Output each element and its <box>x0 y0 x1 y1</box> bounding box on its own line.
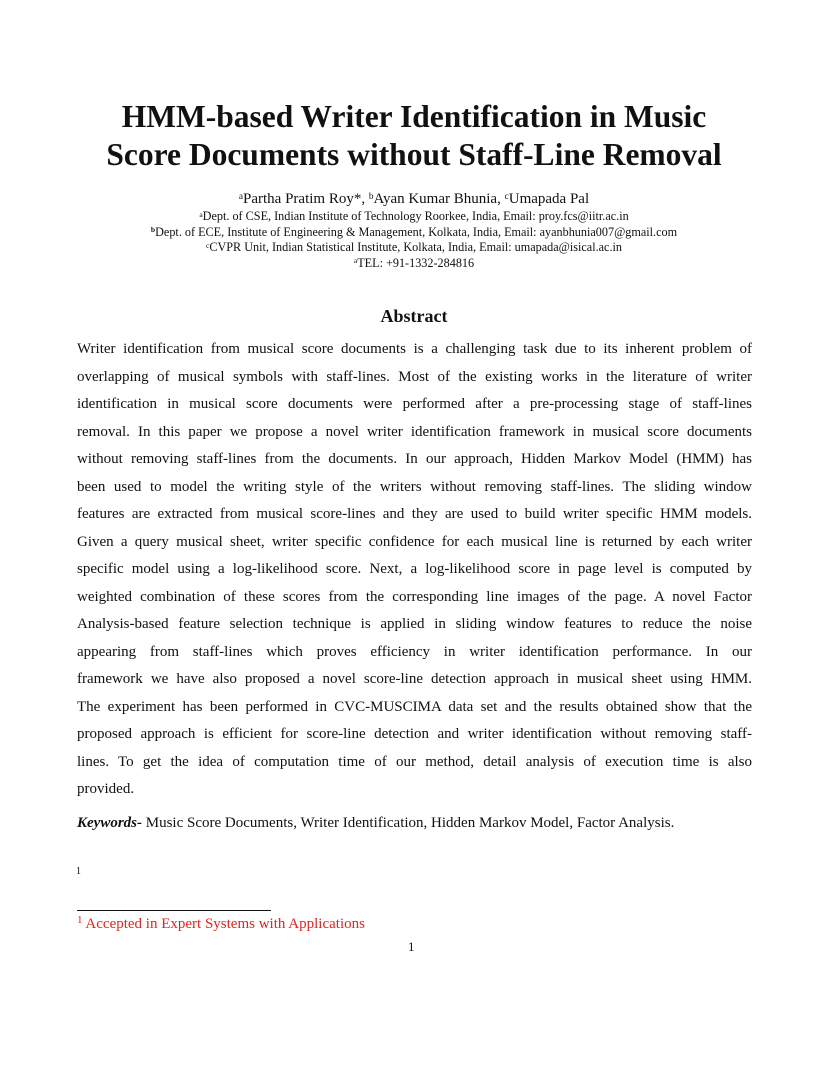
title-line-1: HMM-based Writer Identification in Music <box>121 99 707 134</box>
abstract-line: framework we have also proposed a novel score-line detection approach in musical sheet using HMM. <box>77 671 752 687</box>
abstract-line: Given a query musical sheet, writer specific confidence for each musical line is returned by each writer <box>77 533 752 550</box>
title-line-2: Score Documents without Staff-Line Removal <box>106 137 722 172</box>
footnote-marker: 1 <box>76 866 81 877</box>
affiliation-sup: c <box>205 240 210 250</box>
author-list <box>40 190 788 208</box>
author-separator: , <box>361 191 369 207</box>
affiliation-sup: a <box>199 209 203 219</box>
abstract-line: removal. In this paper we propose a novel writer identification framework in musical score documents <box>77 423 752 440</box>
abstract-line: specific model using a log-likelihood score. Next, a log-likelihood score in page level is computed by <box>77 561 752 577</box>
abstract-line: The experiment has been performed in CVC-MUSCIMA data set and the results obtained show that the <box>77 698 752 715</box>
abstract-line: weighted combination of these scores from the corresponding line images of the page. A novel Factor <box>77 588 752 605</box>
affiliation-text: Dept. of ECE, Institute of Engineering & Management, Kolkata, India, Email: ayanbhunia007@gmail.com <box>155 224 678 239</box>
abstract-line: proposed approach is efficient for score-line detection and writer identification without removing staff- <box>77 726 752 742</box>
page-number: 1 <box>408 939 415 954</box>
abstract-line: provided. <box>77 781 135 797</box>
footnote-sup: 1 <box>77 914 83 926</box>
footnote-text: Accepted in Expert Systems with Applications <box>82 916 365 932</box>
abstract-line: Analysis-based feature selection technique is applied in sliding window features to reduce the noise <box>77 616 752 632</box>
footnote <box>77 916 365 933</box>
abstract-line: Writer identification from musical score documents is a challenging task due to its inherent problem of <box>77 341 752 357</box>
author-2-sup: b <box>368 191 374 202</box>
author-3-sup: c <box>504 191 509 202</box>
affiliation-b <box>40 225 788 241</box>
affiliation-c <box>40 240 788 256</box>
affiliation-sup: b <box>150 225 156 235</box>
keywords-text: Music Score Documents, Writer Identification, Hidden Markov Model, Factor Analysis. <box>142 815 675 831</box>
affiliation-text: CVPR Unit, Indian Statistical Institute, Kolkata, India, Email: umapada@isical.ac.in <box>209 240 622 255</box>
footnote-divider <box>77 910 271 911</box>
abstract-line: identification in musical score documents were performed after a pre-processing stage of staff-lines <box>77 396 752 412</box>
paper-title <box>40 98 788 174</box>
abstract-heading: Abstract <box>380 306 448 326</box>
affiliations <box>40 209 788 271</box>
abstract-line: without removing staff-lines from the documents. In our approach, Hidden Markov Model (HMM) has <box>77 451 752 467</box>
affiliation-tel <box>40 256 788 272</box>
abstract-line: been used to model the writing style of the writers without removing staff-lines. The sliding window <box>77 478 752 495</box>
abstract-line: lines. To get the idea of computation time of our method, detail analysis of execution time is also <box>77 753 752 770</box>
author-3: Umapada Pal <box>508 191 590 207</box>
affiliation-a <box>40 209 788 225</box>
author-2: Ayan Kumar Bhunia <box>373 191 498 207</box>
abstract-body <box>77 336 752 804</box>
abstract-line: features are extracted from musical score-lines and they are used to build writer specific HMM models. <box>77 506 752 522</box>
abstract-line: overlapping of musical symbols with staff-lines. Most of the existing works in the literature of writer <box>77 368 752 385</box>
affiliation-text: TEL: +91-1332-284816 <box>357 255 475 270</box>
author-separator: , <box>497 191 505 207</box>
abstract-line: appearing from staff-lines which proves efficiency in writer identification performance. In our <box>77 643 752 660</box>
affiliation-text: Dept. of CSE, Indian Institute of Technology Roorkee, India, Email: proy.fcs@iitr.ac.in <box>202 209 629 223</box>
author-1-sup: a <box>238 191 243 202</box>
keywords <box>77 813 674 833</box>
keywords-label: Keywords- <box>77 815 142 831</box>
affiliation-sup: a <box>353 256 358 266</box>
author-1: Partha Pratim Roy* <box>243 191 362 207</box>
